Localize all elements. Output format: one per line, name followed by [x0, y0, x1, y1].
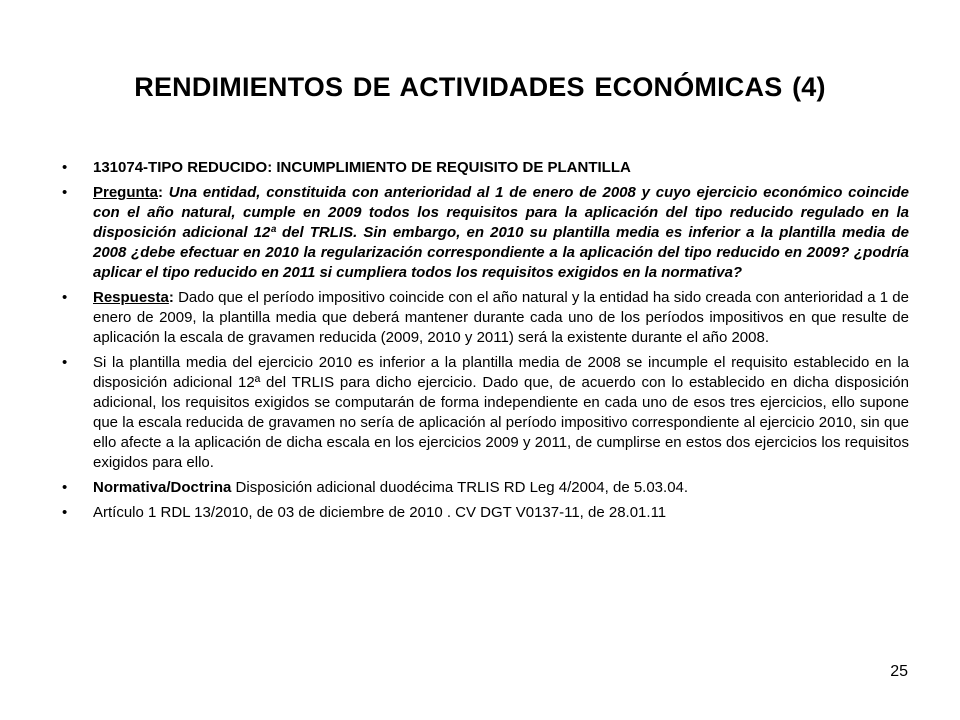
slide-title: RENDIMIENTOS DE ACTIVIDADES ECONÓMICAS (4) — [134, 72, 826, 102]
bullet-icon: • — [62, 504, 68, 521]
page-number: 25 — [890, 663, 908, 680]
list-item-answer — [62, 288, 909, 348]
normativa-label: Normativa/Doctrina — [93, 479, 232, 496]
list-item-articulo — [62, 503, 909, 523]
answer-label: Respuesta — [93, 289, 169, 306]
bullet-icon: • — [62, 354, 68, 371]
list-item-heading — [62, 158, 909, 178]
bullet-list — [62, 158, 909, 528]
bullet-icon: • — [62, 184, 68, 201]
list-item-paragraph — [62, 353, 909, 473]
list-item-question — [62, 183, 909, 283]
question-text: Una entidad, constituida con anterioridad al 1 de enero de 2008 y cuyo ejercicio económico coincide con el año natural, cumple en 2009 todos los requisitos para la aplicación del tipo reducido regulado en la disposición adicional 12ª del TRLIS. Sin embargo, en 2010 su plantilla media es inferior a la plantilla media de 2008 ¿debe efectuar en 2010 la regularización correspondiente a la aplicación del tipo reducido en 2009? ¿podría aplicar el tipo reducido en 2011 si cumpliera todos los requisitos exigidos en la normativa? — [93, 184, 909, 281]
question-colon: : — [158, 184, 169, 201]
question-label: Pregunta — [93, 184, 159, 201]
articulo-text: Artículo 1 RDL 13/2010, de 03 de diciembre de 2010 . CV DGT V0137-11, de 28.01.11 — [93, 504, 667, 521]
paragraph-text: Si la plantilla media del ejercicio 2010 es inferior a la plantilla media de 2008 se incumple el requisito establecido en la disposición adicional 12ª del TRLIS para dicho ejercicio. Dado que, de acuerdo con lo establecido en dicha disposición adicional, los requisitos exigidos se computarán de forma independiente en cada uno de esos tres ejercicios, ello supone que la escala reducida de gravamen no sería de aplicación al período impositivo correspondiente al ejercicio 2010, sin que ello afecte a la aplicación de dicha escala en los ejercicios 2009 y 2011, de cumplirse en estos dos ejercicios los requisitos exigidos para ello. — [93, 354, 909, 471]
answer-colon: : — [168, 289, 179, 306]
heading-text: 131074-TIPO REDUCIDO: INCUMPLIMIENTO DE REQUISITO DE PLANTILLA — [93, 159, 631, 176]
answer-text: Dado que el período impositivo coincide con el año natural y la entidad ha sido creada con anterioridad a 1 de enero de 2009, la plantilla media que deberá mantener durante cada uno de los períodos impositivos en que resulte de aplicación la escala de gravamen reducida (2009, 2010 y 2011) será la existente durante el año 2008. — [93, 289, 909, 346]
bullet-icon: • — [62, 479, 68, 496]
bullet-icon: • — [62, 289, 68, 306]
normativa-text: Disposición adicional duodécima TRLIS RD Leg 4/2004, de 5.03.04. — [231, 479, 689, 496]
bullet-icon: • — [62, 159, 68, 176]
list-item-normativa — [62, 478, 909, 498]
